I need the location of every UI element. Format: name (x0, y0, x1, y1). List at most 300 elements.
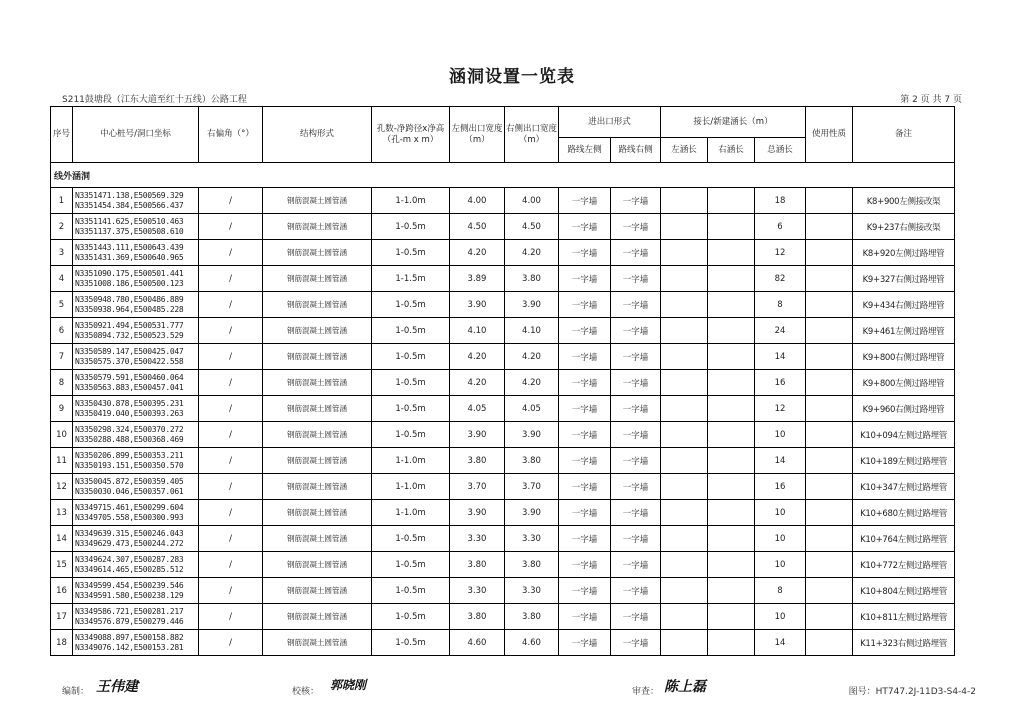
cell-seq: 7 (51, 344, 73, 370)
cell-remark: K9+327右侧过路埋管 (853, 266, 955, 292)
cell-use (806, 552, 853, 578)
coord-line-1: N3349715.461,E500299.604 (75, 502, 184, 512)
cell-len-left (661, 578, 708, 604)
cell-len-right (708, 422, 755, 448)
cell-coordinates (73, 526, 199, 552)
cell-skew: / (199, 292, 263, 318)
cell-remark: K10+680左侧过路埋管 (853, 500, 955, 526)
signature-footer (0, 674, 1024, 704)
cell-inout-left: 一字墙 (559, 422, 611, 448)
cell-use (806, 240, 853, 266)
cell-inout-left: 一字墙 (559, 188, 611, 214)
cell-coordinates (73, 500, 199, 526)
cell-right-width: 3.30 (505, 526, 559, 552)
table-row (51, 344, 955, 370)
cell-len-left (661, 266, 708, 292)
header-len-left: 左涵长 (661, 138, 708, 163)
cell-inout-left: 一字墙 (559, 448, 611, 474)
cell-len-left (661, 214, 708, 240)
coord-line-2: N3350563.883,E500457.041 (75, 382, 184, 392)
cell-len-right (708, 240, 755, 266)
cell-len-left (661, 526, 708, 552)
cell-left-width: 4.05 (450, 396, 505, 422)
cell-use (806, 188, 853, 214)
coord-line-2: N3350193.151,E500350.570 (75, 460, 184, 470)
coord-line-1: N3350045.872,E500359.405 (75, 476, 184, 486)
coord-line-1: N3350948.780,E500486.889 (75, 294, 184, 304)
cell-right-width: 3.80 (505, 604, 559, 630)
cell-left-width: 3.30 (450, 526, 505, 552)
cell-left-width: 4.20 (450, 240, 505, 266)
header-len-total: 总涵长 (755, 138, 806, 163)
cell-coordinates (73, 266, 199, 292)
compiler-signature: 王伟建 (96, 679, 138, 695)
cell-seq: 6 (51, 318, 73, 344)
cell-seq: 4 (51, 266, 73, 292)
cell-structure: 钢筋混凝土圆管涵 (263, 240, 372, 266)
cell-remark: K10+811左侧过路埋管 (853, 604, 955, 630)
cell-seq: 2 (51, 214, 73, 240)
cell-coordinates (73, 240, 199, 266)
cell-len-right (708, 370, 755, 396)
cell-left-width: 3.80 (450, 552, 505, 578)
coord-line-2: N3349614.465,E500285.512 (75, 564, 184, 574)
header-structure: 结构形式 (263, 107, 372, 163)
coord-line-1: N3351141.625,E500510.463 (75, 216, 184, 226)
cell-seq: 11 (51, 448, 73, 474)
cell-len-total: 8 (755, 578, 806, 604)
coord-line-1: N3351443.111,E500643.439 (75, 242, 184, 252)
cell-len-left (661, 552, 708, 578)
header-seq: 序号 (51, 107, 73, 163)
cell-len-total: 12 (755, 396, 806, 422)
coord-line-1: N3349624.307,E500287.283 (75, 554, 184, 564)
header-stake: 中心桩号/洞口坐标 (73, 107, 199, 163)
cell-skew: / (199, 422, 263, 448)
cell-use (806, 396, 853, 422)
coord-line-2: N3349576.879,E500279.446 (75, 616, 184, 626)
cell-seq: 1 (51, 188, 73, 214)
cell-coordinates (73, 630, 199, 656)
checker-label: 校核： (292, 687, 320, 697)
cell-seq: 17 (51, 604, 73, 630)
cell-coordinates (73, 188, 199, 214)
coord-line-2: N3350419.040,E500393.263 (75, 408, 184, 418)
cell-inout-left: 一字墙 (559, 370, 611, 396)
coord-line-1: N3351090.175,E500501.441 (75, 268, 184, 278)
table-row (51, 318, 955, 344)
cell-len-total: 14 (755, 344, 806, 370)
cell-inout-right: 一字墙 (611, 370, 661, 396)
cell-len-right (708, 396, 755, 422)
cell-use (806, 500, 853, 526)
cell-inout-right: 一字墙 (611, 448, 661, 474)
cell-structure: 钢筋混凝土圆管涵 (263, 578, 372, 604)
cell-remark: K9+237右侧接改渠 (853, 214, 955, 240)
cell-inout-right: 一字墙 (611, 604, 661, 630)
table-row (51, 396, 955, 422)
cell-skew: / (199, 214, 263, 240)
cell-skew: / (199, 344, 263, 370)
header-use: 使用性质 (806, 107, 853, 163)
cell-inout-left: 一字墙 (559, 318, 611, 344)
cell-inout-right: 一字墙 (611, 500, 661, 526)
table-row (51, 214, 955, 240)
cell-coordinates (73, 396, 199, 422)
cell-coordinates (73, 318, 199, 344)
cell-left-width: 4.50 (450, 214, 505, 240)
table-row (51, 552, 955, 578)
cell-span: 1-1.0m (372, 474, 450, 500)
table-row (51, 500, 955, 526)
cell-inout-left: 一字墙 (559, 396, 611, 422)
cell-coordinates (73, 344, 199, 370)
cell-len-left (661, 396, 708, 422)
cell-span: 1-0.5m (372, 630, 450, 656)
cell-inout-right: 一字墙 (611, 526, 661, 552)
cell-skew: / (199, 630, 263, 656)
cell-len-left (661, 188, 708, 214)
coord-line-1: N3350206.899,E500353.211 (75, 450, 184, 460)
cell-remark: K10+772左侧过路埋管 (853, 552, 955, 578)
cell-span: 1-0.5m (372, 578, 450, 604)
cell-inout-left: 一字墙 (559, 266, 611, 292)
coord-line-2: N3350938.964,E500485.228 (75, 304, 184, 314)
cell-remark: K10+764左侧过路埋管 (853, 526, 955, 552)
table-row (51, 240, 955, 266)
coord-line-1: N3350298.324,E500370.272 (75, 424, 184, 434)
cell-structure: 钢筋混凝土圆管涵 (263, 370, 372, 396)
cell-right-width: 4.10 (505, 318, 559, 344)
cell-len-right (708, 318, 755, 344)
cell-coordinates (73, 448, 199, 474)
page-number: 第 2 页 共 7 页 (900, 95, 962, 105)
cell-span: 1-1.0m (372, 188, 450, 214)
cell-structure: 钢筋混凝土圆管涵 (263, 474, 372, 500)
coord-line-2: N3350575.370,E500422.558 (75, 356, 184, 366)
cell-right-width: 4.05 (505, 396, 559, 422)
cell-coordinates (73, 370, 199, 396)
coord-line-1: N3350430.878,E500395.231 (75, 398, 184, 408)
coord-line-2: N3349705.558,E500300.993 (75, 512, 184, 522)
header-length: 接长/新建涵长（m） (661, 107, 806, 138)
compiler-label: 编制： (62, 687, 90, 697)
coord-line-1: N3350579.591,E500460.064 (75, 372, 184, 382)
cell-len-total: 6 (755, 214, 806, 240)
coord-line-2: N3351431.369,E500640.965 (75, 252, 184, 262)
cell-skew: / (199, 266, 263, 292)
cell-span: 1-0.5m (372, 604, 450, 630)
cell-left-width: 3.90 (450, 292, 505, 318)
cell-skew: / (199, 474, 263, 500)
cell-len-left (661, 474, 708, 500)
cell-len-left (661, 370, 708, 396)
cell-structure: 钢筋混凝土圆管涵 (263, 552, 372, 578)
cell-remark: K10+347左侧过路埋管 (853, 474, 955, 500)
cell-left-width: 3.89 (450, 266, 505, 292)
cell-structure: 钢筋混凝土圆管涵 (263, 396, 372, 422)
coord-line-1: N3349639.315,E500246.043 (75, 528, 184, 538)
cell-span: 1-0.5m (372, 552, 450, 578)
header-inout-left: 路线左侧 (559, 138, 611, 163)
cell-len-right (708, 630, 755, 656)
cell-use (806, 448, 853, 474)
cell-left-width: 3.80 (450, 604, 505, 630)
reviewer-label: 审查： (632, 687, 660, 697)
header-remark: 备注 (853, 107, 955, 163)
cell-len-total: 82 (755, 266, 806, 292)
cell-use (806, 630, 853, 656)
cell-skew: / (199, 552, 263, 578)
coord-line-2: N3349629.473,E500244.272 (75, 538, 184, 548)
table-row (51, 578, 955, 604)
cell-use (806, 526, 853, 552)
cell-left-width: 3.80 (450, 448, 505, 474)
cell-right-width: 4.20 (505, 240, 559, 266)
header-len-right: 右涵长 (708, 138, 755, 163)
cell-len-left (661, 604, 708, 630)
cell-remark: K9+800左侧过路埋管 (853, 370, 955, 396)
cell-right-width: 3.80 (505, 552, 559, 578)
cell-inout-right: 一字墙 (611, 188, 661, 214)
cell-seq: 16 (51, 578, 73, 604)
cell-len-right (708, 344, 755, 370)
table-row (51, 292, 955, 318)
table-row (51, 630, 955, 656)
cell-left-width: 3.90 (450, 500, 505, 526)
drawing-number: 图号：HT747.2J-11D3-S4-4-2 (848, 687, 976, 697)
cell-span: 1-1.5m (372, 266, 450, 292)
cell-structure: 钢筋混凝土圆管涵 (263, 344, 372, 370)
cell-seq: 18 (51, 630, 73, 656)
cell-len-right (708, 500, 755, 526)
cell-remark: K9+960右侧过路埋管 (853, 396, 955, 422)
cell-right-width: 4.20 (505, 370, 559, 396)
cell-right-width: 3.30 (505, 578, 559, 604)
cell-seq: 3 (51, 240, 73, 266)
cell-inout-right: 一字墙 (611, 630, 661, 656)
cell-left-width: 4.20 (450, 370, 505, 396)
cell-len-total: 10 (755, 604, 806, 630)
header-right-width: 右侧出口宽度（m） (505, 107, 559, 163)
cell-structure: 钢筋混凝土圆管涵 (263, 422, 372, 448)
cell-inout-right: 一字墙 (611, 318, 661, 344)
cell-len-right (708, 188, 755, 214)
cell-use (806, 292, 853, 318)
culvert-table (50, 106, 955, 656)
cell-span: 1-1.0m (372, 500, 450, 526)
cell-len-total: 10 (755, 500, 806, 526)
cell-right-width: 3.90 (505, 292, 559, 318)
cell-inout-right: 一字墙 (611, 552, 661, 578)
cell-use (806, 266, 853, 292)
cell-structure: 钢筋混凝土圆管涵 (263, 526, 372, 552)
cell-span: 1-0.5m (372, 240, 450, 266)
cell-structure: 钢筋混凝土圆管涵 (263, 500, 372, 526)
cell-use (806, 604, 853, 630)
cell-span: 1-0.5m (372, 370, 450, 396)
cell-len-total: 24 (755, 318, 806, 344)
cell-left-width: 4.60 (450, 630, 505, 656)
cell-len-total: 10 (755, 422, 806, 448)
cell-seq: 8 (51, 370, 73, 396)
cell-right-width: 4.00 (505, 188, 559, 214)
coord-line-1: N3350589.147,E500425.047 (75, 346, 184, 356)
cell-skew: / (199, 500, 263, 526)
cell-seq: 13 (51, 500, 73, 526)
cell-right-width: 4.20 (505, 344, 559, 370)
cell-right-width: 3.80 (505, 448, 559, 474)
cell-left-width: 3.90 (450, 422, 505, 448)
cell-span: 1-0.5m (372, 344, 450, 370)
cell-len-total: 8 (755, 292, 806, 318)
cell-remark: K9+461左侧过路埋管 (853, 318, 955, 344)
cell-skew: / (199, 604, 263, 630)
cell-len-left (661, 500, 708, 526)
cell-inout-left: 一字墙 (559, 526, 611, 552)
cell-use (806, 318, 853, 344)
cell-left-width: 3.70 (450, 474, 505, 500)
cell-coordinates (73, 552, 199, 578)
cell-remark: K11+323右侧过路埋管 (853, 630, 955, 656)
cell-structure: 钢筋混凝土圆管涵 (263, 318, 372, 344)
cell-span: 1-0.5m (372, 422, 450, 448)
cell-remark: K8+920左侧过路埋管 (853, 240, 955, 266)
cell-seq: 15 (51, 552, 73, 578)
coord-line-1: N3351471.138,E500569.329 (75, 190, 184, 200)
cell-span: 1-0.5m (372, 214, 450, 240)
header-left-width: 左侧出口宽度（m） (450, 107, 505, 163)
cell-right-width: 3.80 (505, 266, 559, 292)
cell-len-total: 14 (755, 448, 806, 474)
cell-len-left (661, 318, 708, 344)
cell-remark: K9+434右侧过路埋管 (853, 292, 955, 318)
cell-inout-right: 一字墙 (611, 422, 661, 448)
cell-use (806, 578, 853, 604)
cell-coordinates (73, 422, 199, 448)
coord-line-2: N3349076.142,E500153.281 (75, 642, 184, 652)
table-row (51, 474, 955, 500)
cell-inout-right: 一字墙 (611, 292, 661, 318)
cell-len-total: 10 (755, 526, 806, 552)
cell-len-right (708, 552, 755, 578)
checker-signature: 郭晓刚 (330, 678, 367, 692)
reviewer-signature: 陈上磊 (664, 679, 706, 695)
cell-len-left (661, 292, 708, 318)
coord-line-2: N3351454.384,E500566.437 (75, 200, 184, 210)
cell-inout-left: 一字墙 (559, 214, 611, 240)
cell-skew: / (199, 370, 263, 396)
cell-len-right (708, 214, 755, 240)
cell-len-total: 10 (755, 552, 806, 578)
coord-line-2: N3349591.580,E500238.129 (75, 590, 184, 600)
cell-structure: 钢筋混凝土圆管涵 (263, 448, 372, 474)
cell-left-width: 4.20 (450, 344, 505, 370)
cell-seq: 10 (51, 422, 73, 448)
cell-coordinates (73, 214, 199, 240)
cell-structure: 钢筋混凝土圆管涵 (263, 630, 372, 656)
cell-right-width: 3.90 (505, 500, 559, 526)
cell-span: 1-0.5m (372, 396, 450, 422)
cell-skew: / (199, 526, 263, 552)
table-row (51, 604, 955, 630)
cell-span: 1-0.5m (372, 526, 450, 552)
cell-remark: K10+189左侧过路埋管 (853, 448, 955, 474)
coord-line-2: N3350894.732,E500523.529 (75, 330, 184, 340)
cell-left-width: 4.00 (450, 188, 505, 214)
cell-right-width: 4.60 (505, 630, 559, 656)
coord-line-1: N3349599.454,E500239.546 (75, 580, 184, 590)
cell-coordinates (73, 604, 199, 630)
cell-len-right (708, 292, 755, 318)
cell-len-left (661, 630, 708, 656)
cell-len-right (708, 604, 755, 630)
cell-seq: 14 (51, 526, 73, 552)
cell-len-left (661, 240, 708, 266)
cell-structure: 钢筋混凝土圆管涵 (263, 188, 372, 214)
cell-structure: 钢筋混凝土圆管涵 (263, 214, 372, 240)
cell-right-width: 3.90 (505, 422, 559, 448)
cell-inout-left: 一字墙 (559, 240, 611, 266)
cell-use (806, 214, 853, 240)
cell-skew: / (199, 448, 263, 474)
cell-use (806, 370, 853, 396)
cell-span: 1-1.0m (372, 448, 450, 474)
section-label: 线外涵洞 (51, 163, 955, 188)
header-inout-right: 路线右侧 (611, 138, 661, 163)
cell-inout-right: 一字墙 (611, 266, 661, 292)
cell-inout-right: 一字墙 (611, 578, 661, 604)
cell-inout-left: 一字墙 (559, 344, 611, 370)
cell-inout-right: 一字墙 (611, 344, 661, 370)
cell-len-right (708, 474, 755, 500)
cell-inout-left: 一字墙 (559, 604, 611, 630)
coord-line-2: N3351137.375,E500508.610 (75, 226, 184, 236)
cell-seq: 12 (51, 474, 73, 500)
project-name: S211鼓塘段（江东大道至红十五线）公路工程 (62, 95, 247, 105)
cell-inout-left: 一字墙 (559, 552, 611, 578)
cell-right-width: 4.50 (505, 214, 559, 240)
cell-inout-left: 一字墙 (559, 474, 611, 500)
cell-remark: K10+094左侧过路埋管 (853, 422, 955, 448)
cell-coordinates (73, 292, 199, 318)
cell-inout-right: 一字墙 (611, 396, 661, 422)
cell-remark: K9+800右侧过路埋管 (853, 344, 955, 370)
cell-len-right (708, 578, 755, 604)
cell-inout-right: 一字墙 (611, 240, 661, 266)
cell-len-right (708, 526, 755, 552)
table-row (51, 370, 955, 396)
cell-use (806, 474, 853, 500)
cell-len-left (661, 448, 708, 474)
cell-right-width: 3.70 (505, 474, 559, 500)
coord-line-1: N3350921.494,E500531.777 (75, 320, 184, 330)
cell-len-total: 18 (755, 188, 806, 214)
cell-use (806, 422, 853, 448)
coord-line-1: N3349586.721,E500281.217 (75, 606, 184, 616)
cell-inout-left: 一字墙 (559, 578, 611, 604)
cell-len-right (708, 266, 755, 292)
cell-use (806, 344, 853, 370)
table-row (51, 448, 955, 474)
cell-inout-left: 一字墙 (559, 292, 611, 318)
cell-inout-right: 一字墙 (611, 214, 661, 240)
table-row (51, 266, 955, 292)
coord-line-2: N3350288.488,E500368.469 (75, 434, 184, 444)
page-title: 涵洞设置一览表 (449, 67, 575, 87)
cell-skew: / (199, 318, 263, 344)
cell-len-left (661, 422, 708, 448)
